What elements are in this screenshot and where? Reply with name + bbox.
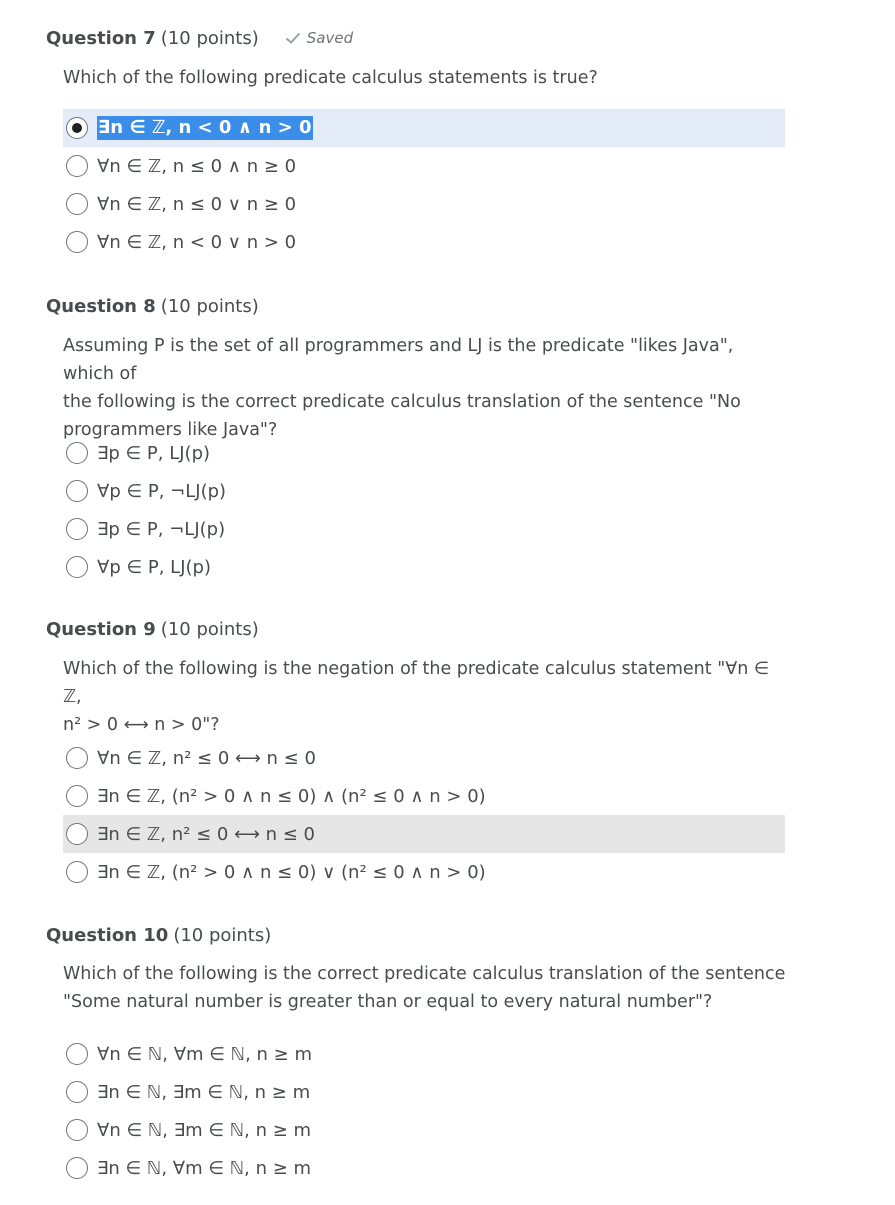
option-label: ∀n ∈ ℤ, n ≤ 0 ∧ n ≥ 0 [97,155,297,177]
radio-button[interactable] [66,861,88,883]
question-text-line: Assuming P is the set of all programmers and LJ is the predicate "likes Java", which of [63,336,734,384]
question-title: Question 7 [46,27,156,49]
radio-button[interactable] [66,785,88,807]
question-text-line: n² > 0 ⟷ n > 0"? [63,715,220,735]
question-header [46,923,271,947]
answer-option-1[interactable] [63,739,785,777]
question-header [46,294,259,318]
answer-option-4[interactable] [63,548,785,586]
radio-button[interactable] [66,442,88,464]
option-label: ∃n ∈ ℤ, n < 0 ∧ n > 0 [98,117,312,138]
answer-option-3[interactable] [63,815,785,853]
question-text-line: "Some natural number is greater than or equal to every natural number"? [63,992,713,1012]
answer-option-1[interactable] [63,109,785,147]
question-title: Question 10 [46,924,169,946]
radio-button[interactable] [66,1119,88,1141]
option-label: ∀n ∈ ℤ, n < 0 ∨ n > 0 [97,231,297,253]
option-label: ∀p ∈ P, LJ(p) [97,556,211,578]
question-text [63,655,788,739]
radio-button-selected[interactable] [66,117,88,139]
radio-button[interactable] [66,1157,88,1179]
option-label: ∀n ∈ ℤ, n² ≤ 0 ⟷ n ≤ 0 [97,747,316,769]
option-label: ∃n ∈ ℤ, n² ≤ 0 ⟷ n ≤ 0 [97,823,315,845]
checkmark-icon [285,32,301,44]
question-text [63,332,788,444]
question-text-line: the following is the correct predicate calculus translation of the sentence "No [63,392,741,412]
question-points: (10 points) [160,27,259,49]
radio-button[interactable] [66,518,88,540]
radio-button[interactable] [66,193,88,215]
radio-button[interactable] [66,1081,88,1103]
question-title: Question 8 [46,295,156,317]
option-label: ∃n ∈ ℕ, ∀m ∈ ℕ, n ≥ m [97,1157,312,1179]
option-label: ∃p ∈ P, ¬LJ(p) [97,518,226,540]
answer-option-1[interactable] [63,434,785,472]
question-points: (10 points) [173,924,272,946]
saved-label: Saved [306,29,354,47]
question-points: (10 points) [160,295,259,317]
question-points: (10 points) [160,618,259,640]
option-label: ∃n ∈ ℤ, (n² > 0 ∧ n ≤ 0) ∨ (n² ≤ 0 ∧ n > 0) [97,861,486,883]
radio-button[interactable] [66,823,88,845]
answer-option-1[interactable] [63,1035,785,1073]
answer-option-3[interactable] [63,510,785,548]
answer-option-2[interactable] [63,777,785,815]
question-header [46,617,259,641]
option-label: ∀n ∈ ℤ, n ≤ 0 ∨ n ≥ 0 [97,193,297,215]
answer-option-2[interactable] [63,147,785,185]
radio-button[interactable] [66,231,88,253]
question-text-line: programmers like Java"? [63,420,278,440]
option-label: ∀n ∈ ℕ, ∃m ∈ ℕ, n ≥ m [97,1119,312,1141]
radio-button[interactable] [66,747,88,769]
option-label: ∃n ∈ ℕ, ∃m ∈ ℕ, n ≥ m [97,1081,311,1103]
answer-option-4[interactable] [63,223,785,261]
answer-option-4[interactable] [63,853,785,891]
option-label: ∃p ∈ P, LJ(p) [97,442,211,464]
radio-dot [72,123,82,133]
answer-option-3[interactable] [63,1111,785,1149]
radio-button[interactable] [66,1043,88,1065]
saved-status [285,29,353,47]
question-text-line: Which of the following is the correct predicate calculus translation of the sentence [63,964,786,984]
answer-option-4[interactable] [63,1149,785,1187]
radio-button[interactable] [66,556,88,578]
question-header [46,26,353,50]
option-label: ∀n ∈ ℕ, ∀m ∈ ℕ, n ≥ m [97,1043,312,1065]
question-title: Question 9 [46,618,156,640]
question-text-line: Which of the following is the negation of the predicate calculus statement "∀n ∈ ℤ, [63,659,770,707]
option-label: ∀p ∈ P, ¬LJ(p) [97,480,227,502]
answer-option-2[interactable] [63,1073,785,1111]
answer-option-3[interactable] [63,185,785,223]
question-text [63,64,788,92]
question-text [63,960,788,1016]
answer-option-2[interactable] [63,472,785,510]
option-label: ∃n ∈ ℤ, (n² > 0 ∧ n ≤ 0) ∧ (n² ≤ 0 ∧ n > 0) [97,785,486,807]
radio-button[interactable] [66,155,88,177]
question-text-line: Which of the following predicate calculus statements is true? [63,68,598,88]
radio-button[interactable] [66,480,88,502]
